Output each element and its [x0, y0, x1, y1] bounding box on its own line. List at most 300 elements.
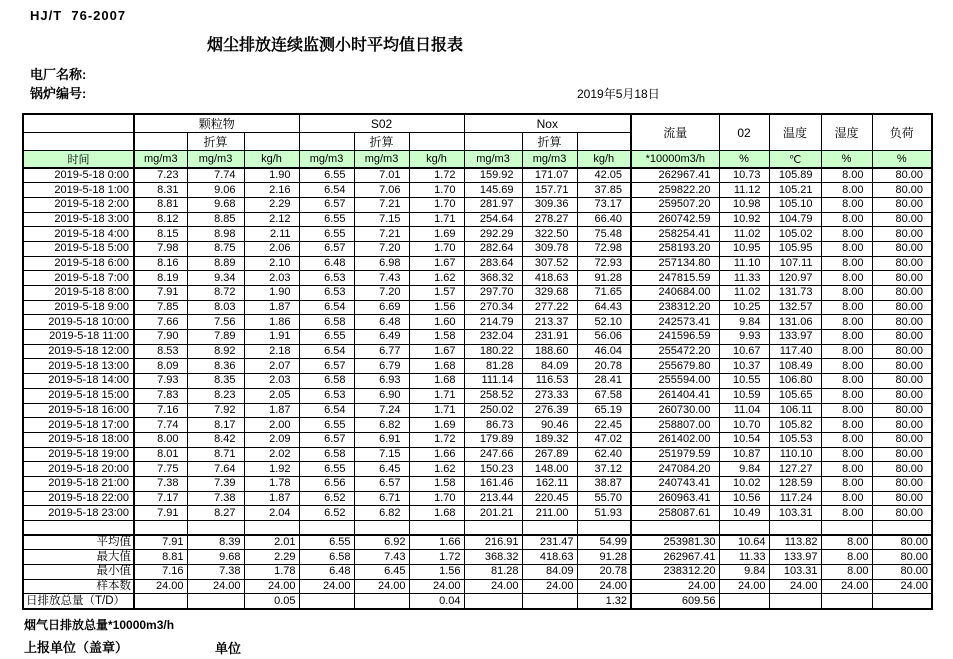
value-cell: 322.50 — [522, 227, 577, 242]
value-cell: 8.00 — [821, 330, 872, 345]
summary-value-cell: 91.28 — [577, 550, 631, 565]
time-cell: 2019-5-18 14:00 — [23, 374, 134, 389]
value-cell: 6.52 — [299, 506, 354, 521]
value-cell: 329.68 — [522, 286, 577, 301]
summary-value-cell: 8.00 — [821, 565, 872, 580]
blank-cell — [719, 521, 769, 536]
value-cell: 8.00 — [821, 491, 872, 506]
value-cell: 6.90 — [354, 388, 409, 403]
value-cell: 6.54 — [299, 300, 354, 315]
summary-value-cell: 2.29 — [244, 550, 299, 565]
value-cell: 10.87 — [719, 447, 769, 462]
value-cell: 7.74 — [187, 168, 244, 183]
value-cell: 1.70 — [409, 197, 464, 212]
summary-value-cell: 7.43 — [354, 550, 409, 565]
value-cell: 273.33 — [522, 388, 577, 403]
value-cell: 1.58 — [409, 330, 464, 345]
value-cell: 6.77 — [354, 344, 409, 359]
value-cell: 418.63 — [522, 271, 577, 286]
value-cell: 103.31 — [769, 506, 821, 521]
summary-value-cell: 24.00 — [354, 579, 409, 594]
value-cell: 7.06 — [354, 183, 409, 198]
value-cell: 116.53 — [522, 374, 577, 389]
value-cell: 1.58 — [409, 476, 464, 491]
time-cell: 2019-5-18 16:00 — [23, 403, 134, 418]
value-cell: 10.54 — [719, 432, 769, 447]
value-cell: 8.00 — [821, 300, 872, 315]
value-cell: 7.16 — [134, 403, 187, 418]
blank-cell — [299, 521, 354, 536]
summary-value-cell: 7.38 — [187, 565, 244, 580]
value-cell: 6.98 — [354, 256, 409, 271]
blank-cell — [631, 521, 719, 536]
unit-cell: mg/m3 — [134, 151, 187, 169]
summary-value-cell: 1.56 — [409, 565, 464, 580]
value-cell: 7.56 — [187, 315, 244, 330]
value-cell: 260742.59 — [631, 212, 719, 227]
value-cell: 258.52 — [464, 388, 522, 403]
value-cell: 231.91 — [522, 330, 577, 345]
blank-cell — [872, 521, 932, 536]
unit-cell: kg/h — [577, 151, 631, 169]
summary-value-cell: 20.78 — [577, 565, 631, 580]
value-cell: 80.00 — [872, 197, 932, 212]
value-cell: 6.91 — [354, 432, 409, 447]
value-cell: 6.58 — [299, 374, 354, 389]
value-cell: 8.00 — [821, 476, 872, 491]
summary-value-cell: 133.97 — [769, 550, 821, 565]
value-cell: 9.84 — [719, 462, 769, 477]
value-cell: 46.04 — [577, 344, 631, 359]
value-cell: 106.11 — [769, 403, 821, 418]
blank-cell — [134, 521, 187, 536]
report-table — [22, 113, 933, 610]
value-cell: 2.12 — [244, 212, 299, 227]
value-cell: 7.38 — [134, 476, 187, 491]
value-cell: 111.14 — [464, 374, 522, 389]
unit-cell: % — [872, 151, 932, 169]
blank-cell — [409, 521, 464, 536]
time-cell: 2019-5-18 8:00 — [23, 286, 134, 301]
value-cell: 105.10 — [769, 197, 821, 212]
value-cell: 10.92 — [719, 212, 769, 227]
value-cell: 7.85 — [134, 300, 187, 315]
summary-value-cell — [522, 594, 577, 609]
value-cell: 250.02 — [464, 403, 522, 418]
value-cell: 8.75 — [187, 241, 244, 256]
value-cell: 213.44 — [464, 491, 522, 506]
value-cell: 80.00 — [872, 374, 932, 389]
value-cell: 90.46 — [522, 418, 577, 433]
value-cell: 1.72 — [409, 432, 464, 447]
value-cell: 232.04 — [464, 330, 522, 345]
unit-cell: % — [821, 151, 872, 169]
value-cell: 73.17 — [577, 197, 631, 212]
value-cell: 241596.59 — [631, 330, 719, 345]
value-cell: 307.52 — [522, 256, 577, 271]
value-cell: 8.00 — [821, 447, 872, 462]
value-cell: 6.58 — [299, 447, 354, 462]
time-cell: 2019-5-18 9:00 — [23, 300, 134, 315]
value-cell: 72.93 — [577, 256, 631, 271]
value-cell: 9.84 — [719, 315, 769, 330]
summary-value-cell — [769, 594, 821, 609]
value-cell: 1.90 — [244, 168, 299, 183]
value-cell: 8.00 — [134, 432, 187, 447]
value-cell: 8.27 — [187, 506, 244, 521]
value-cell: 267.89 — [522, 447, 577, 462]
value-cell: 7.66 — [134, 315, 187, 330]
time-cell: 2019-5-18 15:00 — [23, 388, 134, 403]
summary-value-cell: 231.47 — [522, 535, 577, 550]
value-cell: 1.60 — [409, 315, 464, 330]
value-cell: 6.57 — [299, 432, 354, 447]
value-cell: 10.49 — [719, 506, 769, 521]
value-cell: 10.25 — [719, 300, 769, 315]
value-cell: 2.10 — [244, 256, 299, 271]
value-cell: 105.21 — [769, 183, 821, 198]
value-cell: 66.40 — [577, 212, 631, 227]
value-cell: 8.00 — [821, 227, 872, 242]
value-cell: 11.04 — [719, 403, 769, 418]
value-cell: 276.39 — [522, 403, 577, 418]
summary-value-cell — [464, 594, 522, 609]
table-row — [23, 227, 932, 242]
unit-cell: kg/h — [409, 151, 464, 169]
time-cell: 2019-5-18 4:00 — [23, 227, 134, 242]
summary-value-cell: 2.01 — [244, 535, 299, 550]
value-cell: 72.98 — [577, 241, 631, 256]
value-cell: 255472.20 — [631, 344, 719, 359]
table-row — [23, 447, 932, 462]
value-cell: 1.69 — [409, 418, 464, 433]
value-cell: 278.27 — [522, 212, 577, 227]
value-cell: 80.00 — [872, 315, 932, 330]
header-flow: 流量 — [631, 114, 719, 151]
value-cell: 368.32 — [464, 271, 522, 286]
table-row — [23, 462, 932, 477]
value-cell: 188.60 — [522, 344, 577, 359]
plant-name-label: 电厂名称: — [30, 67, 87, 82]
value-cell: 309.36 — [522, 197, 577, 212]
summary-value-cell: 103.31 — [769, 565, 821, 580]
value-cell: 80.00 — [872, 168, 932, 183]
value-cell: 1.67 — [409, 256, 464, 271]
header-blank — [134, 133, 187, 151]
value-cell: 162.11 — [522, 476, 577, 491]
header-so2-converted: 折算 — [354, 133, 409, 151]
value-cell: 258193.20 — [631, 241, 719, 256]
table-row — [23, 506, 932, 521]
value-cell: 7.39 — [187, 476, 244, 491]
summary-value-cell: 8.00 — [821, 550, 872, 565]
value-cell: 20.78 — [577, 359, 631, 374]
value-cell: 105.02 — [769, 227, 821, 242]
time-cell: 2019-5-18 6:00 — [23, 256, 134, 271]
value-cell: 38.87 — [577, 476, 631, 491]
value-cell: 8.00 — [821, 271, 872, 286]
value-cell: 8.36 — [187, 359, 244, 374]
value-cell: 8.00 — [821, 403, 872, 418]
time-cell: 2019-5-18 5:00 — [23, 241, 134, 256]
doc-code: HJ/T 76-2007 — [30, 8, 127, 23]
blank-cell — [577, 521, 631, 536]
value-cell: 8.03 — [187, 300, 244, 315]
summary-label: 最小值 — [23, 565, 134, 580]
value-cell: 2.09 — [244, 432, 299, 447]
table-row — [23, 374, 932, 389]
summary-value-cell — [187, 594, 244, 609]
value-cell: 258087.61 — [631, 506, 719, 521]
summary-value-cell: 9.68 — [187, 550, 244, 565]
blank-cell — [464, 521, 522, 536]
value-cell: 9.34 — [187, 271, 244, 286]
value-cell: 8.00 — [821, 286, 872, 301]
header-blank — [23, 133, 134, 151]
value-cell: 6.82 — [354, 418, 409, 433]
summary-value-cell: 24.00 — [244, 579, 299, 594]
value-cell: 80.00 — [872, 491, 932, 506]
value-cell: 80.00 — [872, 330, 932, 345]
time-cell: 2019-5-18 11:00 — [23, 330, 134, 345]
value-cell: 7.01 — [354, 168, 409, 183]
value-cell: 55.70 — [577, 491, 631, 506]
table-row — [23, 476, 932, 491]
value-cell: 2.18 — [244, 344, 299, 359]
summary-value-cell: 80.00 — [872, 565, 932, 580]
time-cell: 2019-5-18 7:00 — [23, 271, 134, 286]
value-cell: 2.04 — [244, 506, 299, 521]
value-cell: 6.48 — [354, 315, 409, 330]
summary-value-cell: 24.00 — [631, 579, 719, 594]
header-humidity: 湿度 — [821, 114, 872, 151]
summary-value-cell: 262967.41 — [631, 550, 719, 565]
value-cell: 247084.20 — [631, 462, 719, 477]
value-cell: 108.49 — [769, 359, 821, 374]
value-cell: 9.06 — [187, 183, 244, 198]
blank-row — [23, 521, 932, 536]
summary-value-cell: 8.81 — [134, 550, 187, 565]
value-cell: 6.57 — [299, 359, 354, 374]
value-cell: 8.00 — [821, 374, 872, 389]
value-cell: 7.15 — [354, 447, 409, 462]
value-cell: 7.15 — [354, 212, 409, 227]
value-cell: 148.00 — [522, 462, 577, 477]
summary-value-cell: 24.00 — [872, 579, 932, 594]
table-row — [23, 388, 932, 403]
time-cell: 2019-5-18 13:00 — [23, 359, 134, 374]
value-cell: 10.95 — [719, 241, 769, 256]
summary-value-cell: 238312.20 — [631, 565, 719, 580]
value-cell: 80.00 — [872, 227, 932, 242]
value-cell: 110.10 — [769, 447, 821, 462]
value-cell: 1.87 — [244, 403, 299, 418]
value-cell: 67.58 — [577, 388, 631, 403]
summary-value-cell: 8.39 — [187, 535, 244, 550]
time-cell: 2019-5-18 10:00 — [23, 315, 134, 330]
summary-value-cell: 24.00 — [134, 579, 187, 594]
header-blank — [577, 133, 631, 151]
header-particulate-converted: 折算 — [187, 133, 244, 151]
summary-value-cell: 609.56 — [631, 594, 719, 609]
value-cell: 10.73 — [719, 168, 769, 183]
value-cell: 7.20 — [354, 241, 409, 256]
table-row — [23, 212, 932, 227]
value-cell: 6.48 — [299, 256, 354, 271]
value-cell: 282.64 — [464, 241, 522, 256]
value-cell: 9.93 — [719, 330, 769, 345]
report-unit-label: 上报单位（盖章） — [24, 640, 129, 655]
summary-value-cell: 9.84 — [719, 565, 769, 580]
value-cell: 8.17 — [187, 418, 244, 433]
value-cell: 37.85 — [577, 183, 631, 198]
value-cell: 6.82 — [354, 506, 409, 521]
unit-label: 单位 — [215, 641, 242, 656]
value-cell: 131.06 — [769, 315, 821, 330]
value-cell: 179.89 — [464, 432, 522, 447]
value-cell: 127.27 — [769, 462, 821, 477]
value-cell: 80.00 — [872, 388, 932, 403]
value-cell: 8.00 — [821, 315, 872, 330]
value-cell: 11.10 — [719, 256, 769, 271]
value-cell: 2.00 — [244, 418, 299, 433]
value-cell: 7.21 — [354, 197, 409, 212]
value-cell: 8.72 — [187, 286, 244, 301]
value-cell: 242573.41 — [631, 315, 719, 330]
value-cell: 1.56 — [409, 300, 464, 315]
value-cell: 64.43 — [577, 300, 631, 315]
value-cell: 2.16 — [244, 183, 299, 198]
value-cell: 1.68 — [409, 359, 464, 374]
blank-cell — [522, 521, 577, 536]
value-cell: 80.00 — [872, 462, 932, 477]
summary-value-cell: 6.48 — [299, 565, 354, 580]
value-cell: 107.11 — [769, 256, 821, 271]
summary-value-cell: 24.00 — [577, 579, 631, 594]
value-cell: 6.71 — [354, 491, 409, 506]
summary-value-cell: 24.00 — [769, 579, 821, 594]
value-cell: 6.54 — [299, 183, 354, 198]
table-row — [23, 359, 932, 374]
value-cell: 8.00 — [821, 344, 872, 359]
time-cell: 2019-5-18 2:00 — [23, 197, 134, 212]
summary-value-cell: 253981.30 — [631, 535, 719, 550]
value-cell: 254.64 — [464, 212, 522, 227]
value-cell: 6.79 — [354, 359, 409, 374]
summary-value-cell — [821, 594, 872, 609]
value-cell: 8.00 — [821, 197, 872, 212]
value-cell: 11.12 — [719, 183, 769, 198]
value-cell: 6.55 — [299, 330, 354, 345]
value-cell: 56.06 — [577, 330, 631, 345]
time-cell: 2019-5-18 23:00 — [23, 506, 134, 521]
table-row — [23, 330, 932, 345]
value-cell: 7.24 — [354, 403, 409, 418]
value-cell: 258807.00 — [631, 418, 719, 433]
table-row — [23, 271, 932, 286]
value-cell: 65.19 — [577, 403, 631, 418]
value-cell: 1.86 — [244, 315, 299, 330]
table-row — [23, 418, 932, 433]
summary-value-cell: 418.63 — [522, 550, 577, 565]
value-cell: 133.97 — [769, 330, 821, 345]
value-cell: 297.70 — [464, 286, 522, 301]
value-cell: 1.70 — [409, 183, 464, 198]
value-cell: 6.57 — [354, 476, 409, 491]
value-cell: 1.68 — [409, 506, 464, 521]
table-row — [23, 403, 932, 418]
value-cell: 7.17 — [134, 491, 187, 506]
value-cell: 47.02 — [577, 432, 631, 447]
value-cell: 7.43 — [354, 271, 409, 286]
table-row — [23, 432, 932, 447]
table-row — [23, 197, 932, 212]
summary-value-cell: 1.72 — [409, 550, 464, 565]
unit-cell: mg/m3 — [354, 151, 409, 169]
value-cell: 117.40 — [769, 344, 821, 359]
value-cell: 6.54 — [299, 403, 354, 418]
value-cell: 6.55 — [299, 462, 354, 477]
unit-cell: *10000m3/h — [631, 151, 719, 169]
time-cell: 2019-5-18 18:00 — [23, 432, 134, 447]
summary-value-cell — [299, 594, 354, 609]
value-cell: 8.09 — [134, 359, 187, 374]
value-cell: 8.15 — [134, 227, 187, 242]
value-cell: 7.89 — [187, 330, 244, 345]
value-cell: 6.52 — [299, 491, 354, 506]
value-cell: 1.71 — [409, 212, 464, 227]
value-cell: 7.64 — [187, 462, 244, 477]
summary-value-cell: 10.64 — [719, 535, 769, 550]
summary-value-cell: 81.28 — [464, 565, 522, 580]
value-cell: 80.00 — [872, 256, 932, 271]
value-cell: 2.29 — [244, 197, 299, 212]
value-cell: 251979.59 — [631, 447, 719, 462]
header-nox: Nox — [464, 114, 631, 133]
header-nox-converted: 折算 — [522, 133, 577, 151]
unit-cell: mg/m3 — [299, 151, 354, 169]
value-cell: 105.53 — [769, 432, 821, 447]
flue-gas-total-label: 烟气日排放总量*10000m3/h — [24, 618, 175, 632]
value-cell: 22.45 — [577, 418, 631, 433]
value-cell: 2.06 — [244, 241, 299, 256]
value-cell: 80.00 — [872, 183, 932, 198]
value-cell: 80.00 — [872, 241, 932, 256]
time-cell: 2019-5-18 0:00 — [23, 168, 134, 183]
summary-value-cell — [354, 594, 409, 609]
table-row — [23, 286, 932, 301]
value-cell: 1.70 — [409, 491, 464, 506]
unit-cell: ℃ — [769, 151, 821, 169]
header-blank — [464, 133, 522, 151]
value-cell: 51.93 — [577, 506, 631, 521]
value-cell: 80.00 — [872, 506, 932, 521]
value-cell: 238312.20 — [631, 300, 719, 315]
summary-value-cell: 24.00 — [522, 579, 577, 594]
value-cell: 7.83 — [134, 388, 187, 403]
summary-row — [23, 550, 932, 565]
value-cell: 11.33 — [719, 271, 769, 286]
value-cell: 8.16 — [134, 256, 187, 271]
header-time-label: 时间 — [23, 151, 134, 169]
value-cell: 80.00 — [872, 432, 932, 447]
value-cell: 104.79 — [769, 212, 821, 227]
summary-value-cell: 6.58 — [299, 550, 354, 565]
time-cell: 2019-5-18 12:00 — [23, 344, 134, 359]
value-cell: 261402.00 — [631, 432, 719, 447]
value-cell: 283.64 — [464, 256, 522, 271]
value-cell: 80.00 — [872, 403, 932, 418]
